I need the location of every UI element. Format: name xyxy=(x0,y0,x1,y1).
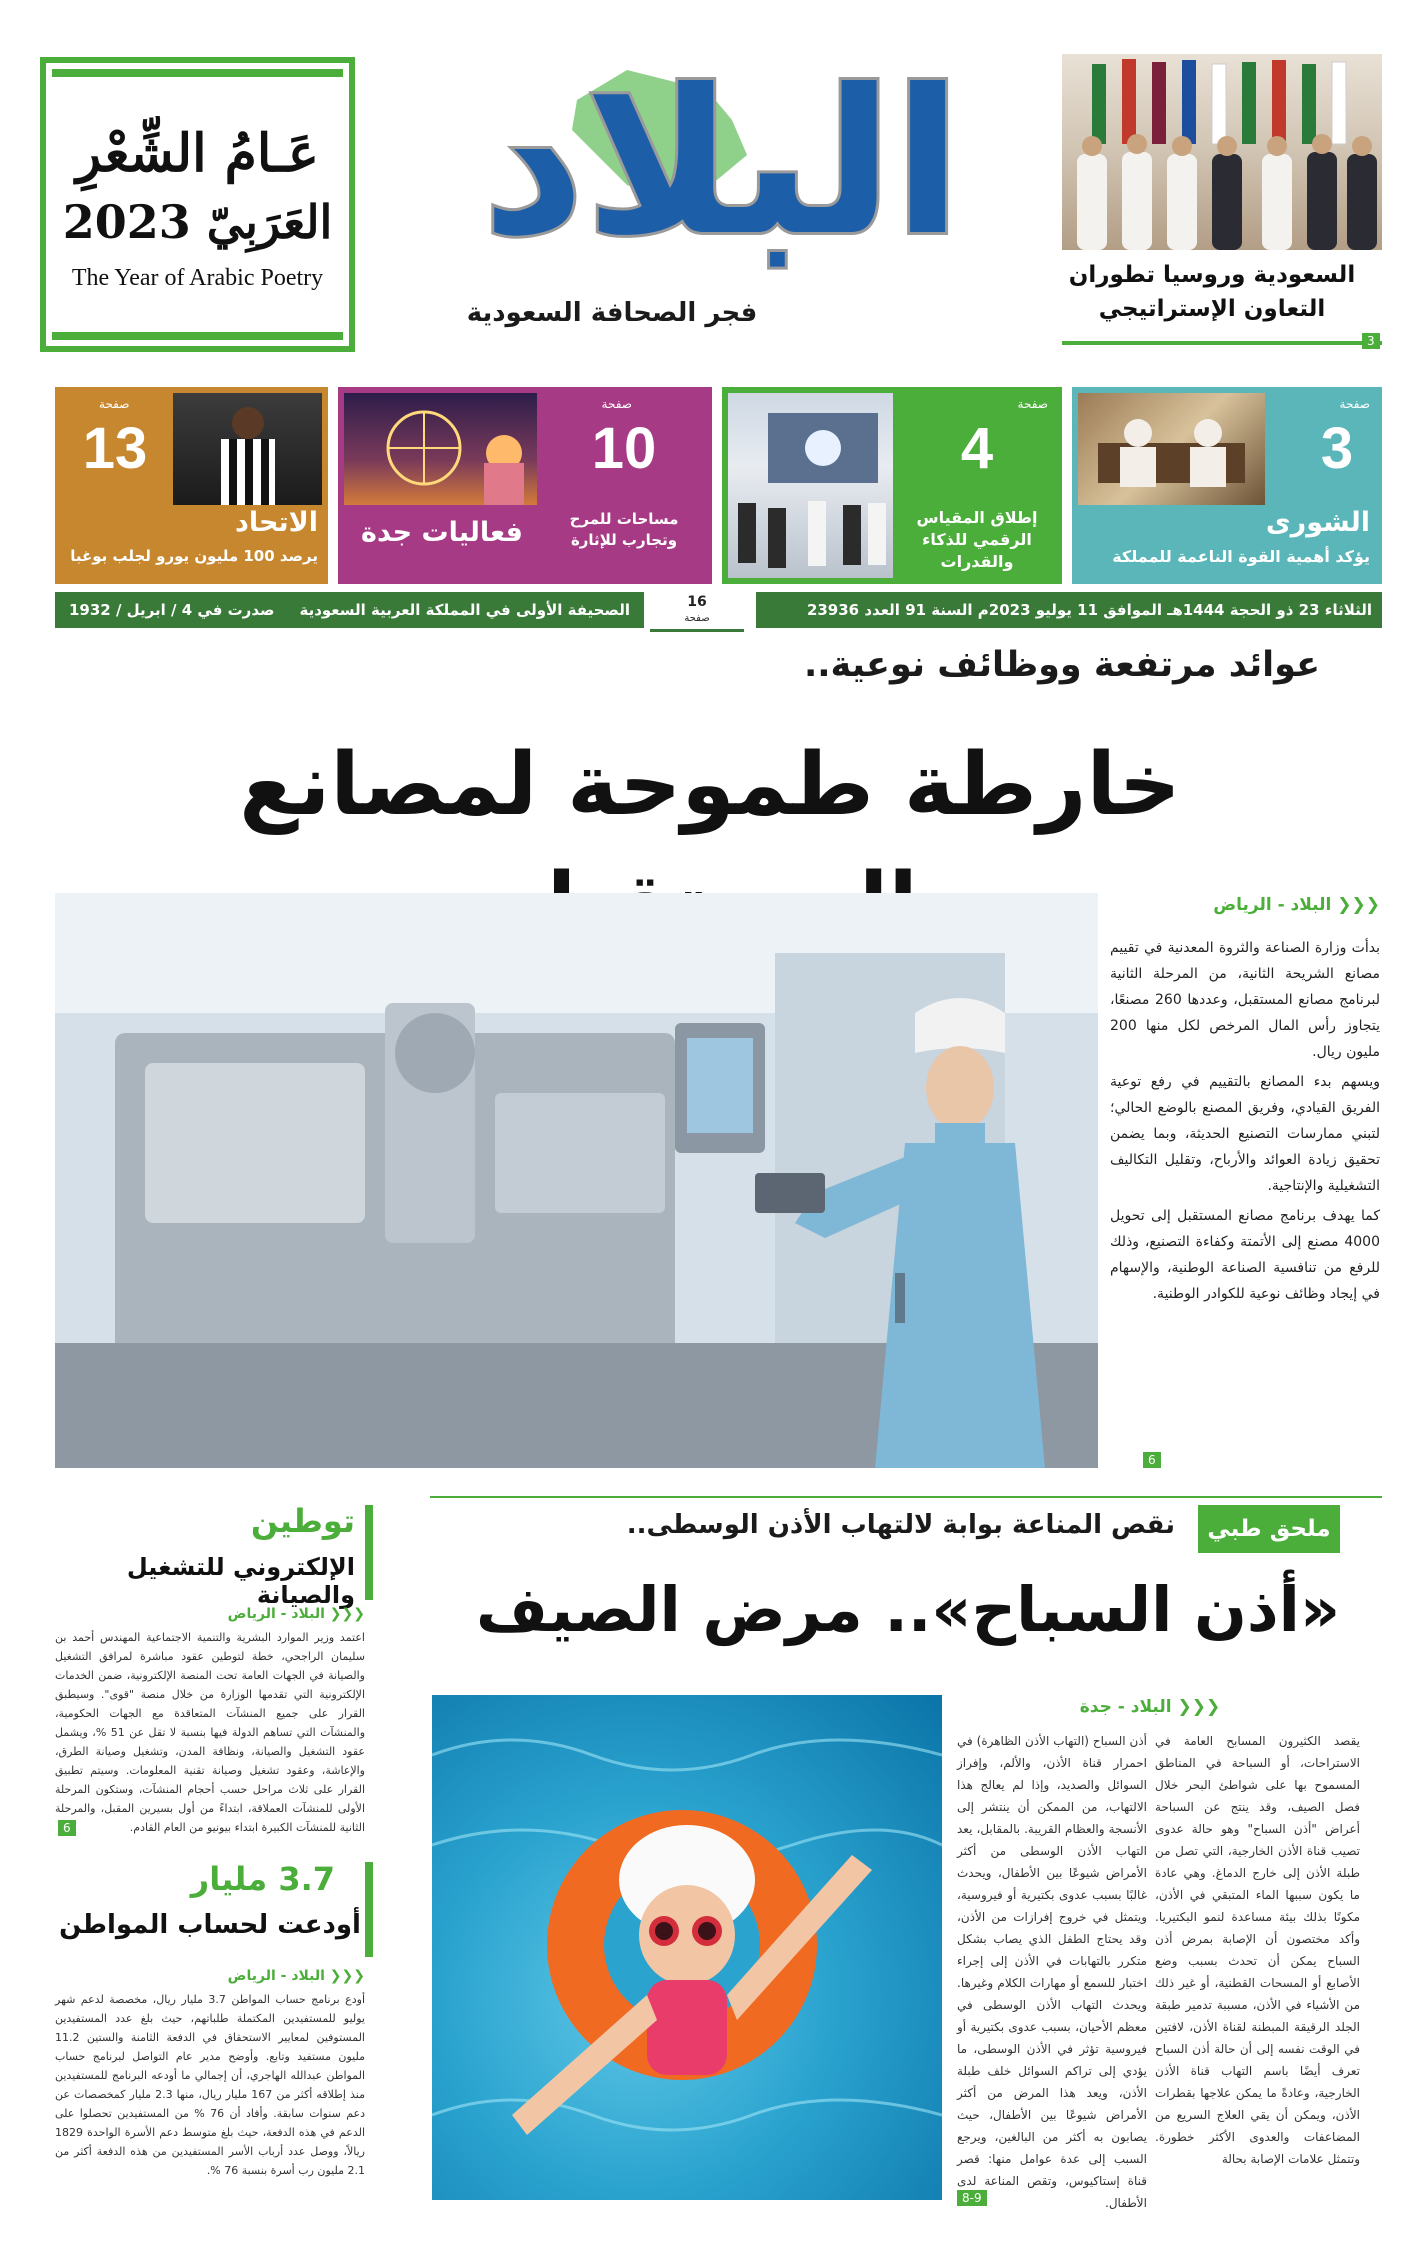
teaser-intel-subtitle: إطلاق المقياس الرقمي للذكاء والقدرات xyxy=(916,508,1038,571)
health-byline-text: ❮❮❮ البلاد - جدة xyxy=(1080,1697,1220,1717)
year-of-poetry-badge xyxy=(40,57,355,352)
dateline-strip-left xyxy=(55,592,644,628)
lead-byline xyxy=(1110,895,1380,915)
health-col-2: أذن السباح (التهاب الأذن الظاهرة) في احمرار قناة الأذن، والألم، وإفراز السوائل والصديد، وإذا لم يعالج هذا الالتهاب، من الممكن أن ينتشر إلى الأنسجة والعظام القريبة. بالمقابل، يعد التهاب الأذن الوسطى من أكثر الأمراض شيوعًا بين الأطفال، ويحدث غالبًا بسبب عدوى بكتيرية أو فيروسية، ويتمثل في خروج إفرازات من الأذن، وقد يحتاج الطفل الذي يصاب بشكل متكرر بالتهابات في الأذن إلى إجراء اختبار للسمع أو مهارات الكلام وغيرها. ويحدث التهاب الأذن الوسطى في معظم الأحيان، بسبب عدوى بكتيرية أو فيروسية تؤثر في الأذن الوسطى، ما يؤدي إلى تراكم السوائل خلف طبلة الأذن، ويعد هذا المرض من أكثر الأمراض شيوعًا بين الأطفال، حيث يصابون به أكثر من البالغين، ويرجع السبب إلى عدة عوامل منها: قصر قناة إستاكيوس، وتقص المناعة لدى الأطفال. xyxy=(957,1734,1147,2210)
dateline-first-paper: الصحيفة الأولى في المملكة العربية السعودية xyxy=(299,601,630,619)
lead-body xyxy=(1110,935,1380,1307)
dateline-pages-count: 16 xyxy=(687,594,707,610)
teaser-ittihad[interactable] xyxy=(55,387,328,584)
teaser-events-title: فعاليات جدة xyxy=(361,517,523,548)
dateline-date-issue: الثلاثاء 23 ذو الحجة 1444هـ الموافق 11 يوليو 2023م السنة 91 العدد 23936 xyxy=(756,592,1382,628)
diplomats-photo xyxy=(1062,54,1382,250)
newspaper-name: البلاد xyxy=(482,47,962,280)
side1-byline xyxy=(55,1603,365,1622)
shura-photo xyxy=(1078,393,1265,505)
teaser-ittihad-page-number: 13 xyxy=(82,416,148,481)
health-pages-tag[interactable]: 8-9 xyxy=(957,2190,987,2206)
teaser-ittihad-title: الاتحاد xyxy=(235,507,318,538)
lead-paragraph-1: بدأت وزارة الصناعة والثروة المعدنية في تقييم مصانع الشريحة الثانية، من المرحلة الثانية لبرنامج مصانع المستقبل، وعددها 260 مصنعًا، يتجاوز رأس المال المرخص لكل منها 200 مليون ريال. xyxy=(1110,940,1380,1060)
dateline-bar xyxy=(55,592,1382,632)
side1-byline-text: ❮❮❮ البلاد - الرياض xyxy=(228,1606,365,1622)
newspaper-slogan: فجر الصحافة السعودية xyxy=(466,298,758,328)
dateline-pages xyxy=(650,592,744,632)
teaser-shura[interactable] xyxy=(1072,387,1382,584)
teaser-shura-subtitle: يؤكد أهمية القوة الناعمة للمملكة xyxy=(1112,547,1370,566)
side-story-headline[interactable] xyxy=(1062,258,1362,326)
lead-page-tag[interactable]: 6 xyxy=(1143,1452,1161,1468)
dateline-pages-label: صفحة xyxy=(684,613,710,624)
side1-headline[interactable]: الإلكتروني للتشغيل والصيانة xyxy=(126,1553,355,1609)
teaser-intel-page-label: صفحة xyxy=(1017,397,1048,411)
health-byline xyxy=(960,1697,1340,1717)
expo-photo xyxy=(728,393,893,578)
teaser-ittihad-subtitle: يرصد 100 مليون يورو لجلب بوغبا xyxy=(70,547,318,565)
lead-paragraph-3: كما يهدف برنامج مصانع المستقبل إلى تحويل 4000 مصنع إلى الأتمتة وكفاءة التصنيع، وذلك للرفع من تنافسية الصناعة الوطنية، والإسهام في إيجاد وظائف نوعية للكوادر الوطنية. xyxy=(1110,1208,1380,1302)
poetry-year-line2: العَرَبِيّ 2023 xyxy=(62,195,333,249)
factory-photo xyxy=(55,893,1098,1468)
side1-accent-bar xyxy=(365,1505,373,1600)
health-headline[interactable]: «أذن السباح».. مرض الصيف xyxy=(476,1573,1340,1646)
side1-body: اعتمد وزير الموارد البشرية والتنمية الاجتماعية المهندس أحمد بن سليمان الراجحي، خطة لتوطين عقود مباشرة لمرافق التشغيل والصيانة في الجهات العامة تحت المنصة الإلكترونية، ضمن الخدمات الإلكترونية التي تقدمها الوزارة من خلال منصة "قوى". وسيطبق القرار على جميع المنشآت المتعاقدة مع الجهات الحكومية، والمنشآت التي تساهم الدولة فيها بنسبة لا تقل عن 51 %، ويشمل عقود التشغيل والصيانة، ونظافة المدن، وتشغيل وصيانة الطرق، والإعاشة، وعقود تشغيل وصيانة تقنية المعلومات. وسيتم تطبيق القرار على ثلاث مراحل حسب أحجام المنشآت، وستكون المرحلة الأولى للمنشآت العملاقة، ابتداءً من أول بسيرين المقبل، والمرحلة الثانية للمنشآت الكبيرة ابتداء بيونيو من العام القادم. xyxy=(55,1631,366,1834)
teaser-shura-page-label: صفحة xyxy=(1339,397,1370,411)
health-top-rule xyxy=(430,1496,1382,1498)
side-story-headline-line2: التعاون الإستراتيجي xyxy=(1098,296,1326,322)
side1-kicker: توطين xyxy=(250,1502,355,1540)
side2-headline[interactable]: أودعت لحساب المواطن xyxy=(59,1910,361,1940)
teaser-events-page-number: 10 xyxy=(591,416,657,481)
lead-headline[interactable]: خارطة طموحة لمصانع xyxy=(239,735,1181,835)
teaser-events-page-label: صفحة xyxy=(601,397,632,411)
poetry-year-english: The Year of Arabic Poetry xyxy=(71,265,324,291)
side2-kicker: 3.7 مليار xyxy=(190,1860,335,1898)
pogba-photo xyxy=(173,393,322,505)
side2-accent-bar xyxy=(365,1862,373,1957)
teaser-jeddah-events[interactable] xyxy=(338,387,712,584)
dateline-founded: صدرت في 4 / ابريل / 1932 xyxy=(69,601,275,619)
teaser-intel-page-number: 4 xyxy=(960,416,994,481)
lead-paragraph-2: ويسهم بدء المصانع بالتقييم في رفع توعية الفريق القيادي، وفريق المصنع بالوضع الحالي؛ لتبني ممارسات التصنيع الحديثة، وبما يضمن تحقيق زيادة العوائد والأرباح، وتقليل التكاليف التشغيلية والإنتاجية. xyxy=(1110,1074,1380,1194)
teaser-shura-page-number: 3 xyxy=(1320,416,1354,481)
lead-kicker: عوائد مرتفعة ووظائف نوعية.. xyxy=(803,645,1320,685)
teaser-events-subtitle: مساحات للمرح وتجارب للإثارة xyxy=(569,510,679,549)
jeddah-events-photo xyxy=(344,393,537,505)
health-tag[interactable]: ملحق طبي xyxy=(1198,1505,1340,1553)
side-story-headline-line1: السعودية وروسيا تطوران xyxy=(1068,262,1356,288)
side2-body: أودع برنامج حساب المواطن 3.7 مليار ريال، مخصصة لدعم شهر يوليو للمستفيدين المكتملة طلباتهم، حيث بلغ عدد المستفيدين المستوفين لمعايير الاستحقاق في الدفعة الثامنة والستين 11.2 مليون مستفيد وتابع. وأوضح مدير عام التواصل لبرنامج حساب المواطن عبدالله الهاجري، أن إجمالي ما أودعه البرنامج للمستفيدين منذ إطلاقه أكثر من 167 مليار ريال، منها 2.3 مليار كمخصصات عن دعم سنوات سابقة. وأفاد أن 76 % من المستفيدين تحصلوا على الدعم في هذه الدفعة، حيث بلغ متوسط دعم الأسرة الواحدة 1829 ريالاً، ووصل عدد أرباب الأسر المستفيدين من هذه الدفعة أكثر من 2.1 مليون رب أسرة بنسبة 76 %. xyxy=(55,1993,366,2177)
health-col-1: يقصد الكثيرون المسابح العامة في الاستراحات، أو السباحة في المناطق المسموح بها على شواطئ البحر خلال فصل الصيف، وقد ينتج عن السباحة أعراض "أذن السباح" وهو حالة عدوى تصيب قناة الأذن الخارجية، التي تصل من طبلة الأذن إلى خارج الدماغ. وهي عادة ما يكون سببها الماء المتبقي في الأذن، مكونًا بذلك بيئة مساعدة لنمو البكتيريا. وأكد مختصون أن الإصابة بمرض أذن السباح يمكن أن تحدث بسبب وضع الأصابع أو المسحات القطنية، أو غير ذلك من الأشياء في الأذن، مسببة تدمير طبقة الجلد الرقيقة المبطنة لقناة الأذن، لافتين في الوقت نفسه إلى أن حالة أذن السباح تعرف أيضًا باسم التهاب قناة الأذن الخارجية، وعادةً ما يمكن علاجها بقطرات الأذن، ويمكن أن يقي العلاج السريع من المضاعفات والعدوى الأكثر خطورة. وتتمثل علامات الإصابة بحالة xyxy=(1155,1734,1360,2166)
side1-page-tag[interactable]: 6 xyxy=(58,1820,76,1836)
swimming-child-photo xyxy=(432,1695,942,2200)
masthead-logo xyxy=(462,47,982,292)
teaser-shura-title: الشورى xyxy=(1265,507,1370,538)
side-story-rule xyxy=(1062,341,1382,345)
lead-byline-text: ❮❮❮ البلاد - الرياض xyxy=(1213,895,1380,915)
side2-byline-text: ❮❮❮ البلاد - الرياض xyxy=(228,1968,365,1984)
health-kicker: نقص المناعة بوابة لالتهاب الأذن الوسطى.. xyxy=(626,1510,1175,1540)
poetry-year-line1: عَـامُ الشِّعْرِ xyxy=(76,123,319,184)
teaser-intelligence-scale[interactable] xyxy=(722,387,1062,584)
side2-byline xyxy=(55,1965,365,1984)
side-story-page-tag[interactable]: 3 xyxy=(1362,333,1380,349)
teaser-ittihad-page-label: صفحة xyxy=(99,397,130,411)
